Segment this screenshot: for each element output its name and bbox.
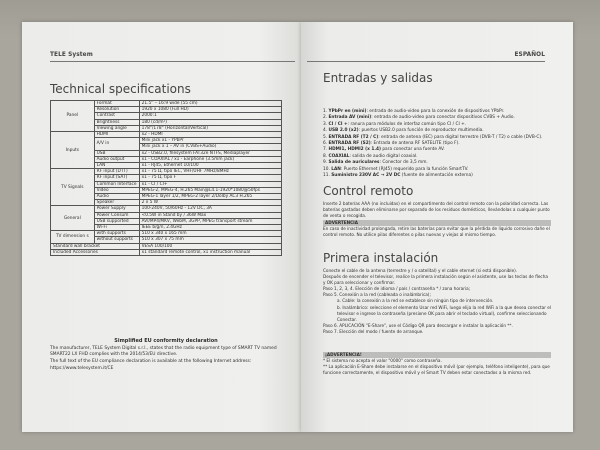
header-rule [307, 61, 545, 62]
spec-label: Contrast [94, 113, 139, 119]
input-description: : Puerto Ethernet (RJ45) requerido para la función SmartTV. [340, 166, 469, 172]
spec-label: Viewing angle [94, 125, 139, 131]
spec-value: <0.5W in Stand by / 36W Max [139, 212, 281, 218]
specs-table [50, 100, 282, 256]
spec-label: Common Interface [94, 181, 139, 187]
input-description: : Entrada de antena RF SATELITE (tipo F). [370, 141, 460, 147]
warning-label: ¡ADVERTENCIA! [323, 352, 551, 358]
install-line: Paso 1, 2, 3, 4. Elección de idioma / país / contraseña * / zona horaria; [323, 286, 471, 292]
spec-value: x2 - USB2.0, filesystem FAT32e NTFS, Mediaplayer [139, 150, 281, 156]
install-warning [323, 352, 551, 376]
input-description: : entrada de audio-video para la conexión de dispositivos YPbPr. [366, 109, 505, 114]
spec-label: with supports [94, 231, 139, 237]
input-description: : puertos USB2.0 para función de reproductor multimedia. [358, 128, 484, 134]
install-steps [323, 268, 551, 335]
spec-value: x1 - COAXIAL / x1 - Earphone (3.5mm jack) [139, 156, 281, 162]
spec-group: General [51, 206, 95, 231]
input-name: Entrada AV (mini) [328, 115, 372, 121]
input-number: 8. [323, 153, 329, 159]
warning-text: ** La aplicación E-Share debe instalarse en el dispositivo móvil (por ejemplo, teléfono inteligente), para que funcione correctamente, el dispositivo móvil y el Smart TV deben estar conectados a la misma red. [323, 364, 550, 375]
spec-value: 510 x 307 x 75 mm [139, 237, 281, 243]
input-description: : entrada de antena (IEC) para digital terrestre (DVB-T / T2) o cable (DVB-C). [378, 134, 543, 140]
input-number: 4. [323, 128, 329, 134]
input-description: para conectar una fuente AV. [380, 147, 445, 153]
input-number: 1. [323, 109, 329, 114]
warning-text: * El sistema no acepta el valor "0000" como contraseña. [323, 358, 442, 363]
input-name: ENTRADA RF (S2) [328, 141, 371, 147]
warning-text: En caso de inactividad prolongada, retire las baterías para evitar que la pérdida de líquido corrosivo dañe el control remoto. No utilice pilas diferentes o pilas nuevas y viejas al mismo tiempo. [323, 226, 550, 237]
conformity-title: Simplified EU conformity declaration [114, 338, 218, 344]
input-number: 9. [323, 160, 329, 166]
input-description: : salida de audio digital coaxial. [349, 153, 418, 159]
conformity-body [50, 346, 282, 373]
input-number: 10. [323, 166, 332, 172]
right-page [301, 22, 573, 432]
inputs-title: Entradas y salidas [323, 71, 433, 85]
spec-label: Audio output [94, 156, 139, 162]
input-name: USB 2.0 (x2) [328, 128, 359, 134]
remote-title: Control remoto [323, 184, 414, 198]
spec-label: Format [94, 101, 139, 107]
specs-title: Technical specifications [50, 82, 191, 96]
input-description: : entrada de audio-video para conectar dispositivos CVBS + Audio. [371, 115, 515, 121]
input-description: (fuente de alimentación externa) [400, 173, 473, 179]
warning-label: ADVERTENCIA [323, 220, 551, 226]
install-line: Después de encender el televisor, realice la primera instalación según el asistente, use las teclas de flecha y OK para seleccionar y confirmar. [323, 274, 548, 286]
spec-value: Mini jack x1 - YPbPr [139, 138, 281, 144]
left-page-header: TELE System [50, 52, 93, 58]
spec-value: 100-240V, 50/60Hz - 12V DC, 3A [139, 206, 281, 212]
spec-label: Power Consum [94, 212, 139, 218]
spec-label: LAN [94, 163, 139, 169]
input-name: LAN [331, 166, 341, 172]
spec-label: Speaker [94, 200, 139, 206]
spec-label: Video [94, 187, 139, 193]
input-description: : Conector de 3,5 mm. [379, 160, 428, 166]
input-name: ENTRADA RF (T2 / C) [328, 134, 379, 140]
spec-label: A/V in [94, 138, 139, 150]
spec-value: 1920 x 1080 (Full HD) [139, 107, 281, 113]
spec-value: x1 - 75 Ω, tipo F [139, 175, 281, 181]
conformity-paragraph: The manufacturer, TELE System Digital s.r.l., states that the radio equipment type of SMART TV named SMART22 LX FHD complies with the 2014/53/EU directive. [50, 346, 277, 358]
install-line: Paso 6. APLICACIÓN "E-Share", use el Código QR para descargar e instalar la aplicación **. [323, 322, 513, 328]
spec-label: RF input (SAT) [94, 175, 139, 181]
input-name: CI / CI + [328, 121, 348, 127]
input-number: 3. [323, 121, 329, 127]
spec-value: 510 x 340 x 165 mm [139, 231, 281, 237]
spec-value: Mini jack x 1 – AV in (CVBS+Audio) [139, 144, 281, 150]
spec-value: 2000:1 [139, 113, 281, 119]
spec-row [51, 249, 282, 255]
spec-value: VESA 100/100 [139, 243, 281, 249]
spec-value: x1 - 75 Ω, tipo IEC, VHF/UHF 7MHz/8MHz [139, 169, 281, 175]
spec-label: Power Supply [94, 206, 139, 212]
left-page [22, 22, 301, 432]
spec-label: HDMI [94, 132, 139, 138]
spec-group: TV dimension s [51, 231, 95, 243]
input-number: 6. [323, 141, 329, 147]
spec-label: without supports [94, 237, 139, 243]
spec-value: x1 standard remote control, x1 instruction manual [139, 249, 281, 255]
spec-label: Audio [94, 194, 139, 200]
spec-value: IEEE b/g/n, 2.4GHz [139, 225, 281, 231]
install-line: a. Cable: la conexión a la red se establece sin ningún tipo de intervención. [337, 298, 494, 304]
spec-value: 21.5'' – 16:9 wide (55 cm) [139, 101, 281, 107]
remote-text: Inserte 2 baterías AAA (no incluidas) en el compartimento del control remoto con la polaridad correcta. Las baterías gastadas deben eliminarse por separado de los residuos domésticos, llevándolas a cualquier punto de venta o recogida. [323, 201, 550, 219]
spec-value: x1 - CI / CI+ [139, 181, 281, 187]
spec-label: Wi-Fi [94, 225, 139, 231]
spec-group: Panel [51, 101, 95, 132]
spec-label: RF input (DTT) [94, 169, 139, 175]
spec-value: 178°/178° (Horizontal/Vertical) [139, 125, 281, 131]
conformity-paragraph: The full text of the EU compliance declaration is available at the following Internet address: https://www.telesystem.it/CE [50, 359, 252, 371]
input-name: COAXIAL [328, 153, 350, 159]
spec-value: x2 - HDMI [139, 132, 281, 138]
inputs-list [323, 109, 562, 179]
input-number: 11. [323, 173, 332, 179]
spec-label: USB [94, 150, 139, 156]
input-name: Salida de auriculares [328, 160, 380, 166]
spec-group: Included Accessories [51, 249, 140, 255]
input-list-item [323, 173, 562, 179]
remote-warning [323, 220, 551, 238]
input-name: YPbPr en (mini) [328, 109, 367, 114]
spec-value: MPEG-2, MPEG-4, H.265 Main@L4.1-1920*1080@50fps [139, 187, 281, 193]
install-line: b. Inalámbrico: seleccione el elemento Usar red WiFi, luego elija la red WiFi a la que desea conectar el televisor e ingrese la contraseña (presione OK para abrir el teclado virtual), confirme seleccionando Conectar. [337, 304, 551, 322]
install-line: Paso 5. Conexión a la red (cableada o inalámbrica); [323, 292, 431, 298]
spec-label: Brightness [94, 119, 139, 125]
spec-group: Inputs [51, 132, 95, 169]
spec-label: Resolution [94, 107, 139, 113]
spec-group: TV Signals [51, 169, 95, 206]
input-number: 7. [323, 147, 329, 153]
spec-value: AVI/MP4/MKV, WebM, 3GPP, MPEG transport stream [139, 218, 281, 224]
install-line: Paso 7. Elección del modo / fuente de arranque. [323, 328, 424, 334]
header-rule [50, 61, 295, 62]
spec-value: x1 - RJ45, Ethernet 10/100 [139, 163, 281, 169]
install-line: Conecte el cable de la antena (terrestre y / o satelital) y el cable eternet (si está disponible). [323, 268, 518, 273]
right-page-header: ESPAÑOL [514, 52, 545, 58]
input-name: Suministro 230V AC → 2V DC [331, 173, 401, 179]
spec-value: MPEG-1 layer 1/2, MPEG-2 layer 2/Dolby AC3 H.265 [139, 194, 281, 200]
input-description: : ranura para módulos de interfaz común tipo CI / CI +. [347, 121, 467, 127]
spec-label: USB supported [94, 218, 139, 224]
spec-group: Standard wall bracket [51, 243, 140, 249]
input-number: 5. [323, 134, 329, 140]
install-title: Primera instalación [323, 251, 439, 265]
input-name: HDMI1, HDMI2 (x 1.4) [328, 147, 381, 153]
spec-value: 180 (cd/m²) [139, 119, 281, 125]
spec-value: 2 x 5 W [139, 200, 281, 206]
input-number: 2. [323, 115, 329, 121]
